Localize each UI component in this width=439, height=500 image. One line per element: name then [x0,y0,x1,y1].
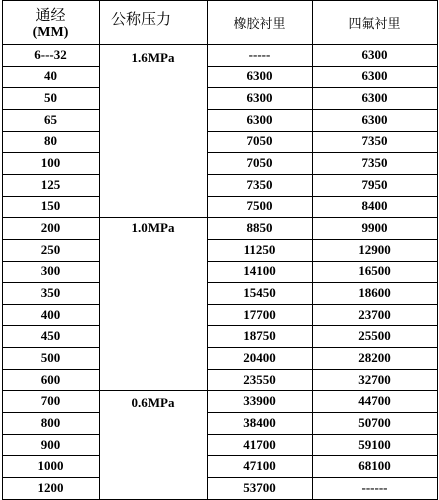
grid-vline [99,0,100,499]
grid-hline [2,369,100,370]
cell-nominal-diameter: 700 [40,393,61,409]
grid-hline [207,66,438,67]
cell-rubber-lining: 14100 [243,263,276,279]
cell-nominal-diameter: 400 [40,306,61,322]
grid-hline [207,347,438,348]
grid-hline [2,217,100,218]
cell-nominal-diameter: 125 [40,176,61,192]
cell-rubber-lining: 47100 [243,458,276,474]
pressure-group-label: 1.6MPa [131,50,175,65]
cell-nominal-diameter: 40 [44,68,57,84]
cell-ptfe-lining: 44700 [358,393,391,409]
cell-rubber-lining: 7050 [246,133,273,149]
grid-hline [207,434,438,435]
grid-hline [99,217,208,218]
grid-hline [2,174,100,175]
cell-nominal-diameter: 100 [40,155,61,171]
cell-ptfe-lining: 7350 [361,155,388,171]
cell-nominal-diameter: 300 [40,263,61,279]
cell-rubber-lining: 15450 [243,284,276,300]
grid-hline [207,239,438,240]
grid-hline [207,174,438,175]
cell-nominal-diameter: 350 [40,284,61,300]
grid-hline [207,325,438,326]
grid-hline [2,434,100,435]
cell-rubber-lining: 23550 [243,371,276,387]
cell-nominal-diameter: 500 [40,349,61,365]
cell-ptfe-lining: 7950 [361,176,388,192]
header-nominal-diameter [2,0,99,44]
cell-rubber-lining: 53700 [243,479,276,495]
grid-hline [2,87,100,88]
cell-rubber-lining: 17700 [243,306,276,322]
cell-rubber-lining: ----- [248,46,271,62]
cell-ptfe-lining: 6300 [361,46,388,62]
grid-hline [207,304,438,305]
cell-nominal-diameter: 6---32 [34,46,67,62]
header-ptfe-lining: 四氟衬里 [348,16,401,32]
grid-hline [2,131,100,132]
cell-ptfe-lining: 16500 [358,263,391,279]
header-dn-label: 通经 [35,5,66,24]
cell-nominal-diameter: 1200 [37,479,64,495]
grid-hline [2,282,100,283]
grid-hline [207,455,438,456]
grid-hline [2,261,100,262]
grid-hline [2,66,100,67]
cell-rubber-lining: 41700 [243,436,276,452]
cell-nominal-diameter: 1000 [37,458,64,474]
pressure-group-label: 1.0MPa [131,220,175,235]
grid-hline [207,196,438,197]
grid-vline [2,0,3,499]
cell-nominal-diameter: 200 [40,220,61,235]
cell-ptfe-lining: 6300 [361,111,388,127]
cell-ptfe-lining: 32700 [358,371,391,387]
cell-rubber-lining: 7050 [246,155,273,171]
grid-hline [2,239,100,240]
cell-ptfe-lining: 28200 [358,349,391,365]
grid-hline [2,412,100,413]
cell-nominal-diameter: 900 [40,436,61,452]
grid-hline [2,325,100,326]
grid-hline [2,477,100,478]
header-nominal-pressure: 公称压力 [111,9,172,28]
cell-ptfe-lining: 50700 [358,414,391,430]
cell-ptfe-lining: 6300 [361,90,388,106]
grid-hline [207,477,438,478]
grid-hline [2,455,100,456]
cell-ptfe-lining: 25500 [358,328,391,344]
header-rubber-lining: 橡胶衬里 [233,16,286,32]
cell-ptfe-lining: 8400 [361,198,388,214]
cell-nominal-diameter: 80 [44,133,57,149]
cell-rubber-lining: 6300 [246,68,273,84]
grid-hline [2,347,100,348]
grid-hline [207,390,438,391]
grid-vline [207,0,208,499]
cell-ptfe-lining: 7350 [361,133,388,149]
grid-vline [312,0,313,499]
cell-nominal-diameter: 50 [44,90,57,106]
grid-hline [207,131,438,132]
grid-hline [207,87,438,88]
cell-rubber-lining: 6300 [246,111,273,127]
grid-hline [207,412,438,413]
cell-rubber-lining: 33900 [243,393,276,409]
grid-vline [437,0,438,499]
grid-hline [207,217,438,218]
header-dn-unit: (MM) [32,24,69,40]
cell-nominal-diameter: 65 [44,111,57,127]
cell-rubber-lining: 38400 [243,414,276,430]
grid-hline [207,109,438,110]
cell-rubber-lining: 7350 [246,176,273,192]
pressure-group-label: 0.6MPa [131,395,175,410]
grid-hline [207,261,438,262]
cell-rubber-lining: 11250 [243,241,276,257]
cell-ptfe-lining: 59100 [358,436,391,452]
cell-ptfe-lining: 23700 [358,306,391,322]
cell-nominal-diameter: 250 [40,241,61,257]
grid-hline [2,0,438,1]
grid-hline [207,369,438,370]
grid-hline [99,390,208,391]
grid-hline [207,282,438,283]
cell-rubber-lining: 6300 [246,90,273,106]
cell-rubber-lining: 20400 [243,349,276,365]
cell-ptfe-lining: 68100 [358,458,391,474]
grid-hline [2,196,100,197]
cell-ptfe-lining: 9900 [361,220,388,235]
cell-rubber-lining: 8850 [246,220,273,235]
cell-nominal-diameter: 600 [40,371,61,387]
cell-nominal-diameter: 800 [40,414,61,430]
cell-rubber-lining: 18750 [243,328,276,344]
grid-hline [2,304,100,305]
cell-rubber-lining: 7500 [246,198,273,214]
cell-nominal-diameter: 450 [40,328,61,344]
grid-hline [2,44,438,45]
grid-hline [2,152,100,153]
cell-nominal-diameter: 150 [40,198,61,214]
cell-ptfe-lining: 6300 [361,68,388,84]
grid-hline [207,152,438,153]
grid-hline [2,109,100,110]
cell-ptfe-lining: 12900 [358,241,391,257]
grid-hline [2,390,100,391]
cell-ptfe-lining: 18600 [358,284,391,300]
cell-ptfe-lining: ------ [361,479,388,495]
